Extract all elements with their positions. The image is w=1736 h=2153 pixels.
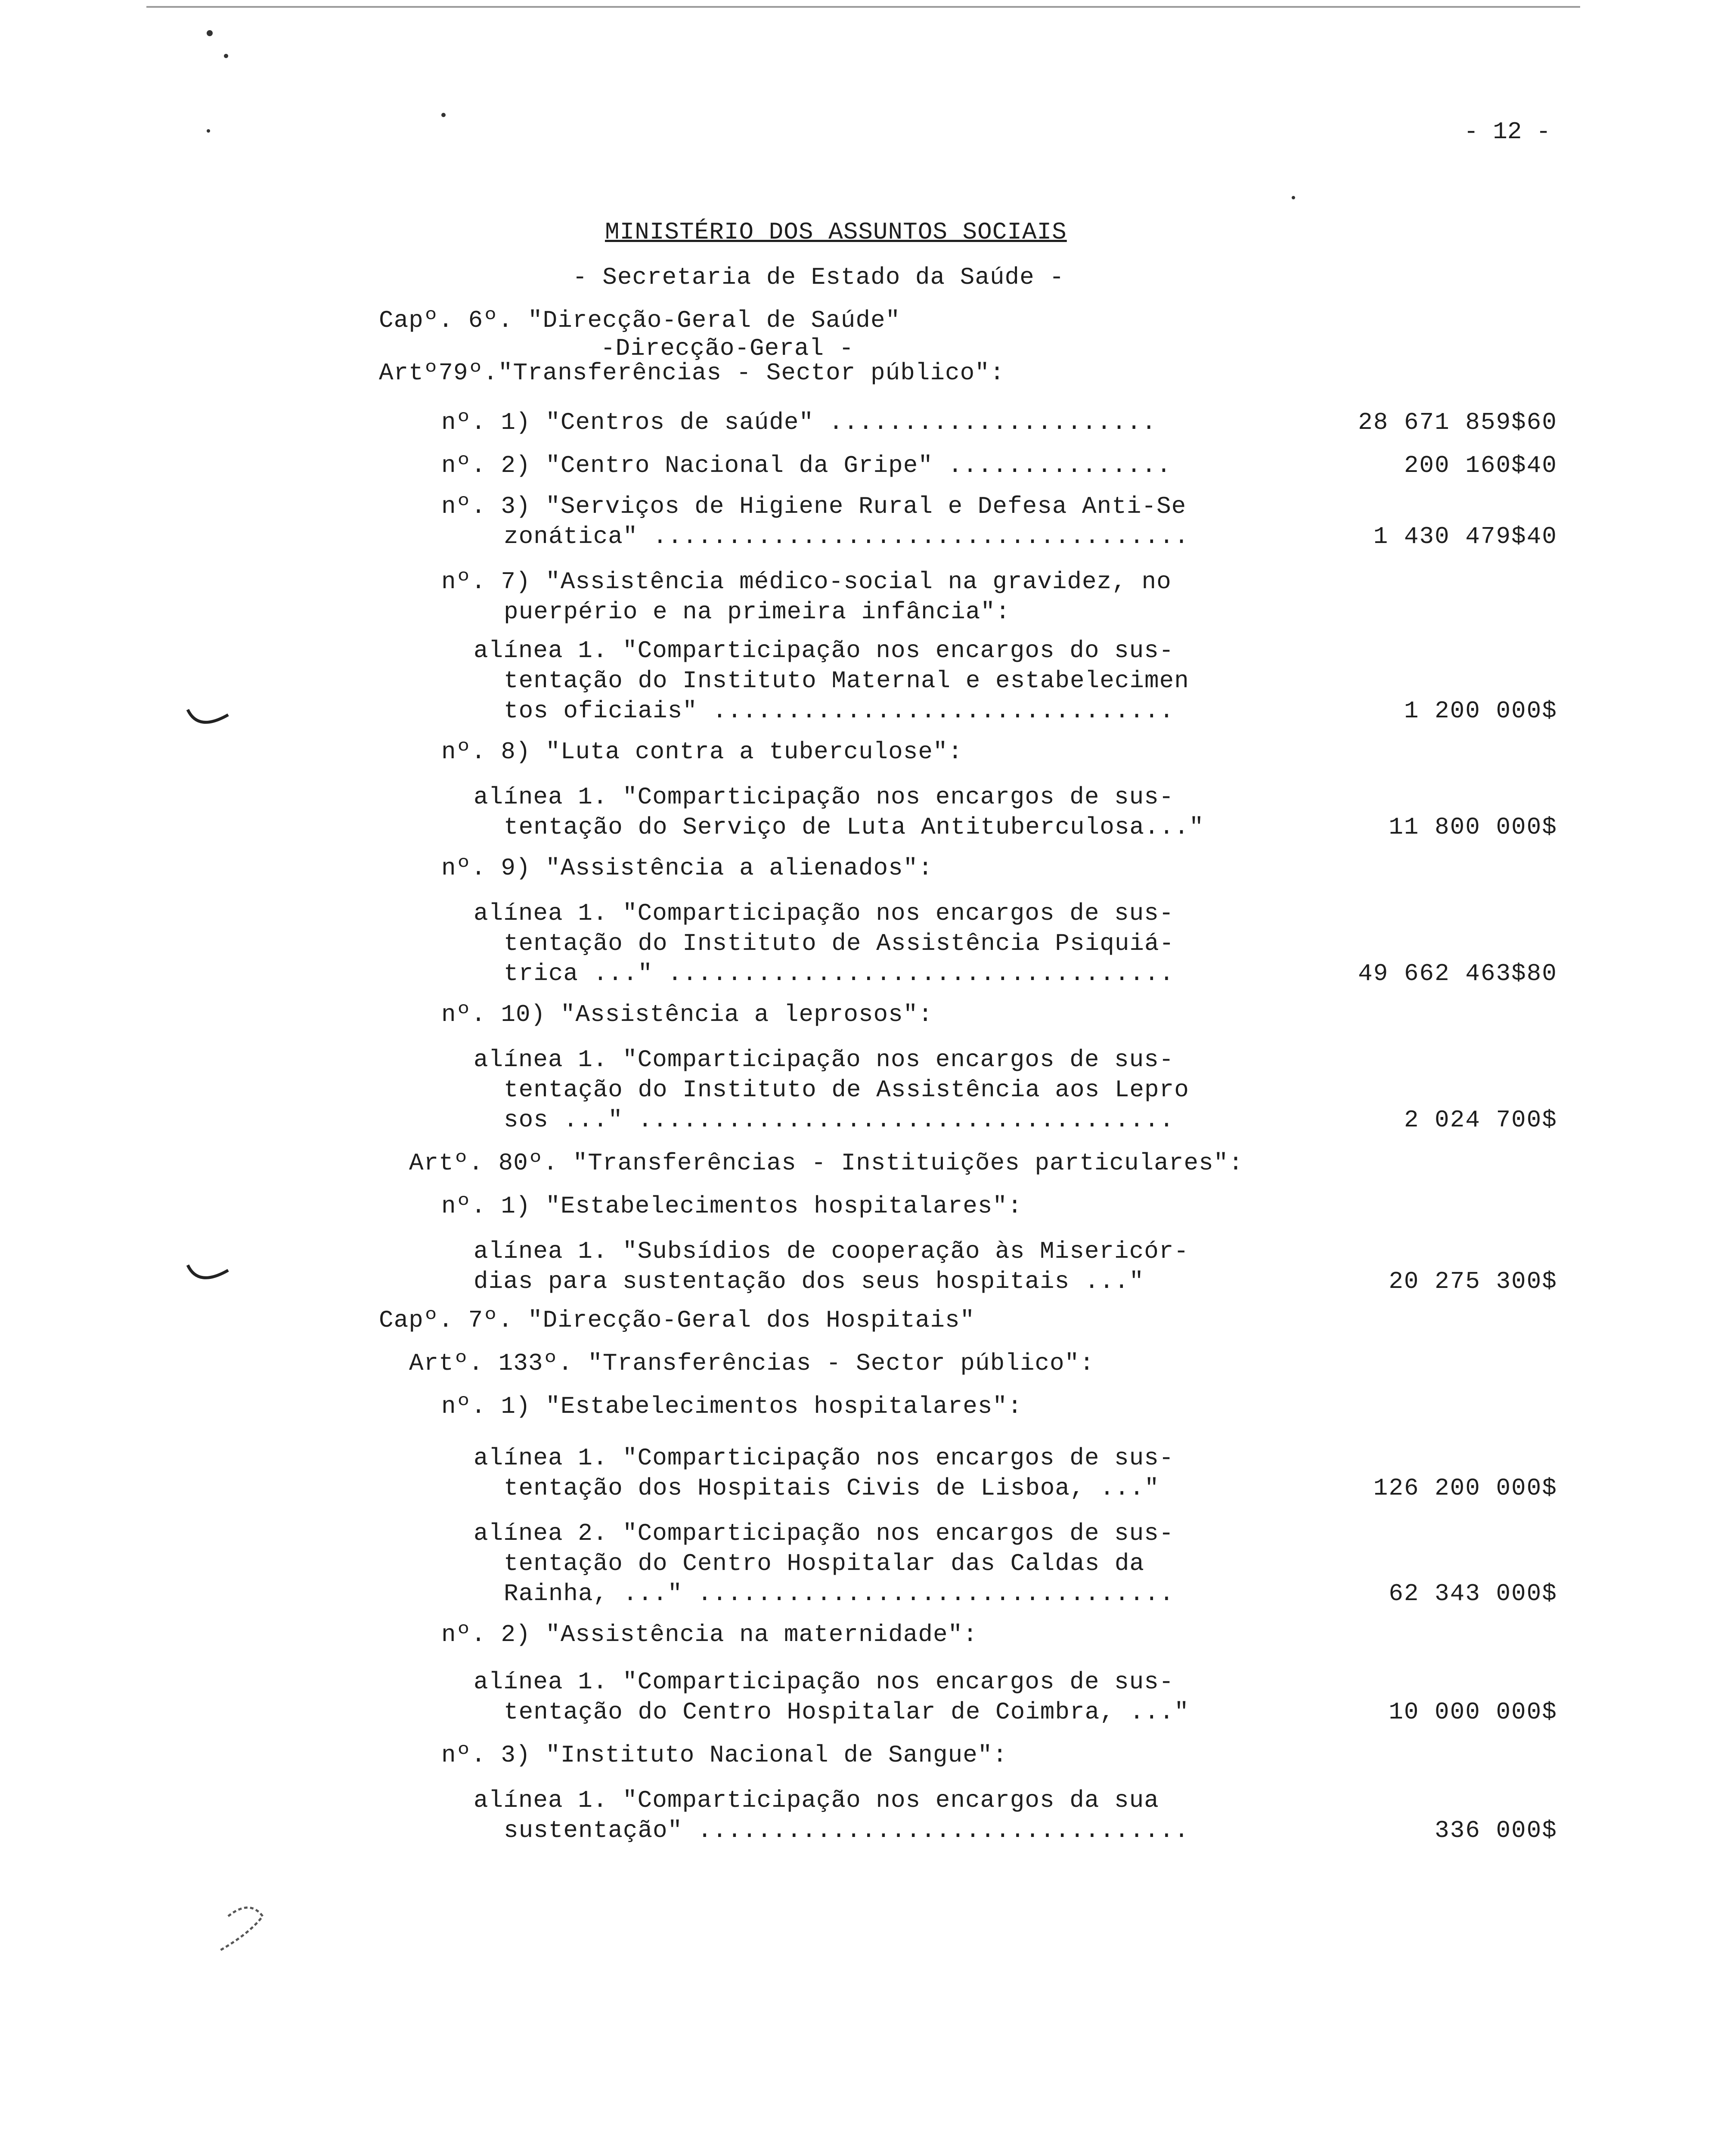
alinea-line: tentação do Instituto de Assistência Psiquiá- — [504, 930, 1175, 957]
alinea-line: alínea 1. "Comparticipação nos encargos da sua — [474, 1787, 1159, 1814]
alinea-line: alínea 1. "Subsídios de cooperação às Misericór- — [474, 1238, 1189, 1265]
item-amount: 2 024 700$ — [1404, 1106, 1557, 1134]
alinea-line: alínea 2. "Comparticipação nos encargos de sus- — [474, 1520, 1174, 1547]
item-amount: 126 200 000$ — [1373, 1474, 1557, 1502]
item-line: nº. 7) "Assistência médico-social na gravidez, no — [441, 568, 1172, 596]
alinea-line: alínea 1. "Comparticipação nos encargos de sus- — [474, 1046, 1174, 1073]
alinea-line: tentação do Instituto Maternal e estabelecimen — [504, 667, 1189, 695]
alinea-line: sos ..." .................................... — [504, 1106, 1175, 1134]
alinea-line: alínea 1. "Comparticipação nos encargos de sus- — [474, 1668, 1174, 1696]
scan-top-edge — [146, 6, 1580, 8]
alinea-line: tos oficiais" ............................... — [504, 697, 1175, 725]
item-line: nº. 1) "Estabelecimentos hospitalares": — [441, 1393, 1023, 1420]
margin-mark-icon — [185, 1262, 232, 1287]
alinea-line: alínea 1. "Comparticipação nos encargos de sus- — [474, 900, 1174, 927]
secretariat-title: - Secretaria de Estado da Saúde - — [573, 264, 1064, 291]
item-line: nº. 9) "Assistência a alienados": — [441, 854, 933, 882]
item-line: nº. 3) "Instituto Nacional de Sangue": — [441, 1741, 1008, 1769]
item-line: puerpério e na primeira infância": — [504, 598, 1011, 626]
page-number: - 12 - — [1464, 118, 1551, 146]
ministry-title: MINISTÉRIO DOS ASSUNTOS SOCIAIS — [605, 218, 1067, 246]
item-amount: 200 160$40 — [1404, 452, 1557, 479]
item-amount: 1 200 000$ — [1404, 697, 1557, 725]
scan-speck — [441, 113, 446, 117]
item-amount: 49 662 463$80 — [1358, 960, 1557, 987]
item-line: nº. 1) "Estabelecimentos hospitalares": — [441, 1192, 1023, 1220]
alinea-line: dias para sustentação dos seus hospitais ..." — [474, 1268, 1144, 1295]
chapter-heading: Capº. 6º. "Direcção-Geral de Saúde" — [379, 307, 901, 334]
item-amount: 1 430 479$40 — [1373, 523, 1557, 550]
scan-speck — [207, 30, 213, 36]
pencil-mark-icon — [202, 1903, 271, 1955]
item-line: nº. 8) "Luta contra a tuberculose": — [441, 738, 963, 766]
alinea-line: trica ..." .................................. — [504, 960, 1175, 987]
item-line: nº. 2) "Assistência na maternidade": — [441, 1621, 978, 1648]
scan-speck — [224, 54, 228, 58]
item-line: zonática" .................................... — [504, 523, 1189, 550]
item-amount: 62 343 000$ — [1389, 1580, 1557, 1607]
article-heading: Artº. 80º. "Transferências - Instituições particulares": — [409, 1149, 1243, 1177]
alinea-line: alínea 1. "Comparticipação nos encargos de sus- — [474, 783, 1174, 811]
alinea-line: tentação dos Hospitais Civis de Lisboa, ..." — [504, 1474, 1159, 1502]
alinea-line: tentação do Centro Hospitalar das Caldas da — [504, 1550, 1145, 1577]
item-line: nº. 3) "Serviços de Higiene Rural e Defesa Anti-Se — [441, 493, 1187, 520]
margin-mark-icon — [185, 706, 232, 732]
item-amount: 20 275 300$ — [1389, 1268, 1557, 1295]
item-amount: 11 800 000$ — [1389, 813, 1557, 841]
item-amount: 336 000$ — [1435, 1817, 1557, 1844]
scan-speck — [207, 129, 210, 133]
chapter-subheading: -Direcção-Geral - — [601, 335, 854, 362]
item-amount: 28 671 859$60 — [1358, 409, 1557, 436]
alinea-line: alínea 1. "Comparticipação nos encargos do sus- — [474, 637, 1174, 664]
item-line: nº. 2) "Centro Nacional da Gripe" ............... — [441, 452, 1172, 479]
item-line: nº. 1) "Centros de saúde" ...................... — [441, 409, 1157, 436]
article-heading: Artº. 133º. "Transferências - Sector público": — [409, 1350, 1094, 1377]
item-line: nº. 10) "Assistência a leprosos": — [441, 1001, 933, 1028]
item-amount: 10 000 000$ — [1389, 1698, 1557, 1726]
chapter-heading: Capº. 7º. "Direcção-Geral dos Hospitais" — [379, 1306, 975, 1334]
alinea-line: sustentação" ................................. — [504, 1817, 1189, 1844]
article-heading: Artº79º."Transferências - Sector público": — [379, 359, 1005, 387]
alinea-line: Rainha, ..." ................................ — [504, 1580, 1175, 1607]
alinea-line: alínea 1. "Comparticipação nos encargos de sus- — [474, 1444, 1174, 1472]
alinea-line: tentação do Centro Hospitalar de Coimbra, ..." — [504, 1698, 1189, 1726]
scan-speck — [1292, 196, 1295, 199]
alinea-line: tentação do Serviço de Luta Antituberculosa..." — [504, 813, 1204, 841]
alinea-line: tentação do Instituto de Assistência aos Lepro — [504, 1076, 1189, 1104]
